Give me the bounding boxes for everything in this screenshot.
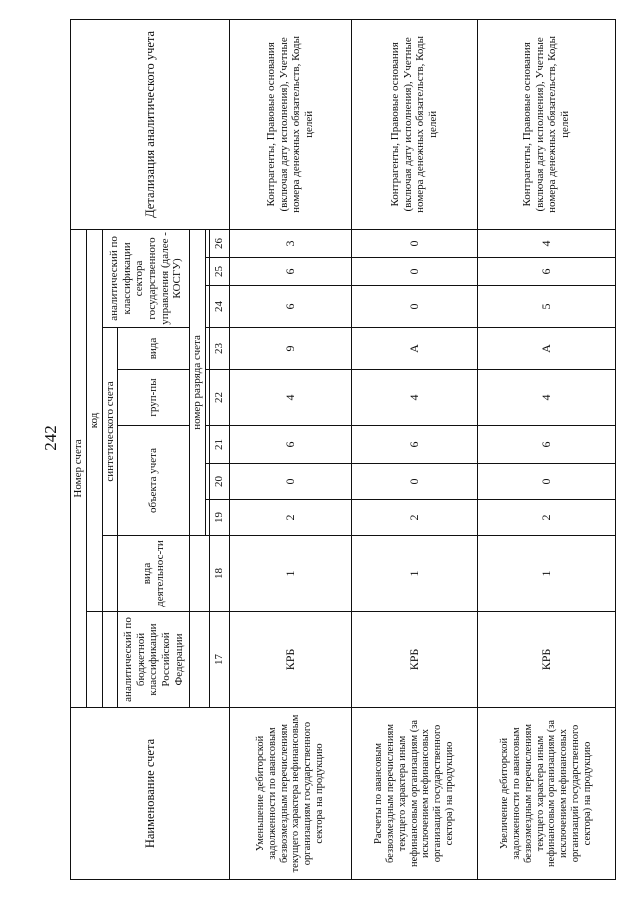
activity-type-header: вида деятельнос-ти (118, 536, 190, 612)
kosgu-24: 0 (351, 286, 477, 328)
digit-19: 2 (351, 500, 477, 536)
digit-19: 2 (229, 500, 351, 536)
digit-21: 6 (351, 426, 477, 464)
account-name: Расчеты по авансовым безвозмездным перечислениям текущего характера иным нефинансовым организациям (за исключением нефинансовых организаций государственного сектора) на продукцию (351, 708, 477, 880)
kosgu-24: 6 (229, 286, 351, 328)
analytic-budget-header: аналитический по бюджетной классификации Российской Федерации (118, 612, 190, 708)
digit-cell: 22 (209, 370, 229, 426)
kosgu-26: 0 (351, 229, 477, 257)
digit-21: 6 (229, 426, 351, 464)
activity-cell: 1 (351, 536, 477, 612)
rotated-page (70, 20, 610, 880)
digit-cell: 20 (209, 464, 229, 500)
detail-header: Детализация аналитического учета (71, 19, 230, 229)
digit-19: 2 (477, 500, 615, 536)
group-cell: 4 (477, 370, 615, 426)
activity-cell: 1 (477, 536, 615, 612)
digit-cell: 19 (209, 500, 229, 536)
table-row (229, 19, 351, 879)
kosgu-24: 5 (477, 286, 615, 328)
kosgu-26: 3 (229, 229, 351, 257)
activity-cell: 1 (229, 536, 351, 612)
account-name: Уменьшение дебиторской задолженности по авансовым безвозмездным перечислениям текущего характера нефинансовым организациям государственного сектора на продукцию (229, 708, 351, 880)
object-header: объекта учета (118, 426, 190, 536)
kind-cell: А (351, 328, 477, 370)
group-cell: 4 (229, 370, 351, 426)
digit-cell: 26 (209, 229, 229, 257)
kosgu-header: аналитический по классификации сектора государственного управления (далее - КОСГУ) (102, 229, 190, 327)
digit-cell: 21 (209, 426, 229, 464)
digit-20: 0 (351, 464, 477, 500)
detail-cell: Контрагенты, Правовые основания (включая дату исполнения), Учетные номера денежных обязательств, Коды целей (351, 19, 477, 229)
krb-cell: КРБ (351, 612, 477, 708)
digit-20: 0 (229, 464, 351, 500)
digit-20: 0 (477, 464, 615, 500)
table-row (477, 19, 615, 879)
accounts-table (70, 19, 616, 880)
digit-number-header: номер разряда счета (190, 229, 206, 535)
detail-cell: Контрагенты, Правовые основания (включая дату исполнения), Учетные номера денежных обязательств, Коды целей (229, 19, 351, 229)
digit-cell: 23 (209, 328, 229, 370)
account-number-header: Номер счета (71, 229, 87, 707)
account-name: Увеличение дебиторской задолженности по авансовым безвозмездным перечислениям текущего характера иным нефинансовым организациям (за исключением нефинансовых организаций государственного сектора) на продукцию (477, 708, 615, 880)
detail-cell: Контрагенты, Правовые основания (включая дату исполнения), Учетные номера денежных обязательств, Коды целей (477, 19, 615, 229)
krb-cell: КРБ (477, 612, 615, 708)
kind-header: вида (118, 328, 190, 370)
krb-cell: КРБ (229, 612, 351, 708)
group-header: груп-пы (118, 370, 190, 426)
kosgu-25: 6 (477, 258, 615, 286)
page-number: 242 (41, 425, 60, 451)
table-row (351, 19, 477, 879)
group-cell: 4 (351, 370, 477, 426)
digit-cell: 18 (209, 536, 229, 612)
kind-cell: А (477, 328, 615, 370)
digit-cell: 17 (209, 612, 229, 708)
digit-cell: 25 (209, 258, 229, 286)
code-header: код (87, 229, 103, 611)
digit-cell: 24 (209, 286, 229, 328)
digit-21: 6 (477, 426, 615, 464)
account-name-header: Наименование счета (71, 708, 230, 880)
kind-cell: 9 (229, 328, 351, 370)
kosgu-25: 0 (351, 258, 477, 286)
kosgu-25: 6 (229, 258, 351, 286)
kosgu-26: 4 (477, 229, 615, 257)
synthetic-header: синтетического счета (102, 328, 118, 536)
header-row-1 (71, 19, 87, 879)
